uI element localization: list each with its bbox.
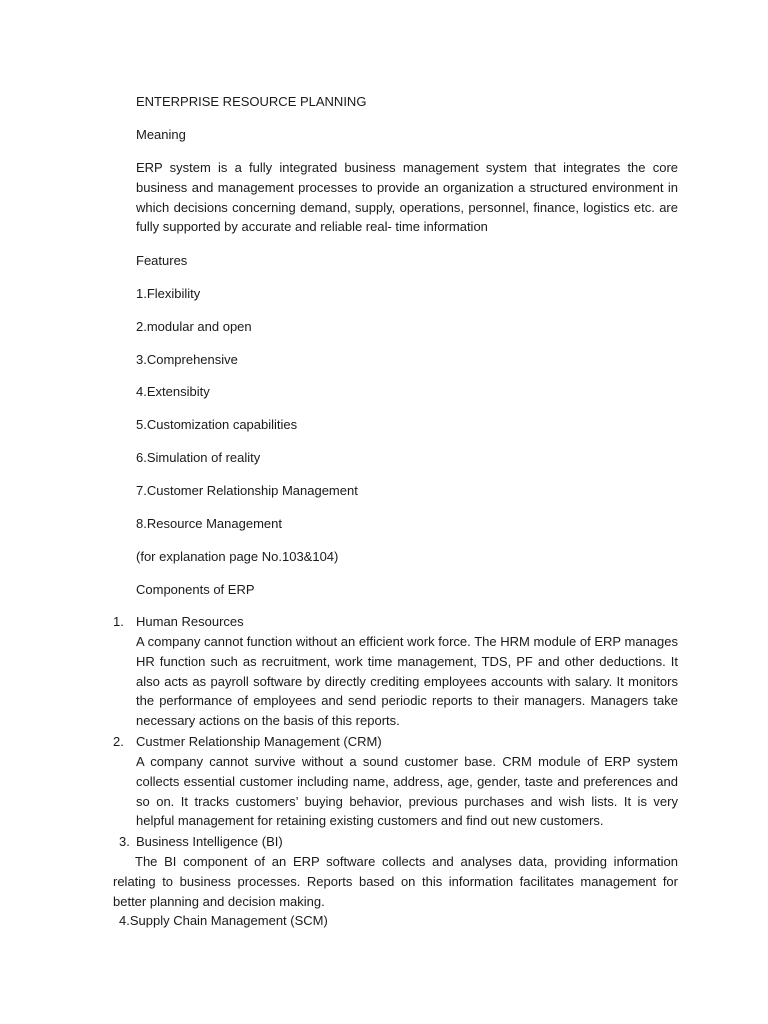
features-heading: Features [136,253,188,268]
feature-item: 4.Extensibity [136,384,210,399]
component-description: The BI component of an ERP software collects and analyses data, providing information relating to business processes. Reports based on this information facilitates management for better planning and decision making. [113,854,678,909]
component-title: 4.Supply Chain Management (SCM) [119,913,328,928]
explanation-note: (for explanation page No.103&104) [136,549,339,564]
feature-item: 8.Resource Management [136,516,282,531]
component-description: A company cannot function without an efficient work force. The HRM module of ERP manages HR function such as recruitment, work time management, TDS, PF and other deductions. It also acts as payroll software by directly crediting employees accounts with salary. It monitors the performance of employees and send periodic reports to their managers. Managers take necessary actions on the basis of this reports. [136,634,678,729]
component-description: A company cannot survive without a sound customer base. CRM module of ERP system collects essential customer including name, address, age, gender, taste and preferences and so on. It tracks customers’ buying behavior, previous purchases and wish lists. It is very helpful management for retaining existing customers and find out new customers. [136,754,678,829]
feature-item: 6.Simulation of reality [136,450,261,465]
feature-item: 5.Customization capabilities [136,417,298,432]
component-title: Business Intelligence (BI) [136,834,283,849]
document-title: ENTERPRISE RESOURCE PLANNING [136,94,367,109]
feature-item: 7.Customer Relationship Management [136,483,358,498]
feature-item: 3.Comprehensive [136,352,238,367]
component-number: 1. [113,614,124,629]
component-title: Custmer Relationship Management (CRM) [136,734,382,749]
component-number: 3. [119,834,130,849]
meaning-paragraph: ERP system is a fully integrated business management system that integrates the core business and management processes to provide an organization a structured environment in which decisions concerning demand, supply, operations, personnel, finance, logistics etc. are fully supported by accurate and reliable real- time information [136,160,678,235]
meaning-heading: Meaning [136,127,186,142]
feature-item: 2.modular and open [136,319,252,334]
feature-item: 1.Flexibility [136,286,201,301]
components-heading: Components of ERP [136,582,255,597]
component-title: Human Resources [136,614,244,629]
component-number: 2. [113,734,124,749]
